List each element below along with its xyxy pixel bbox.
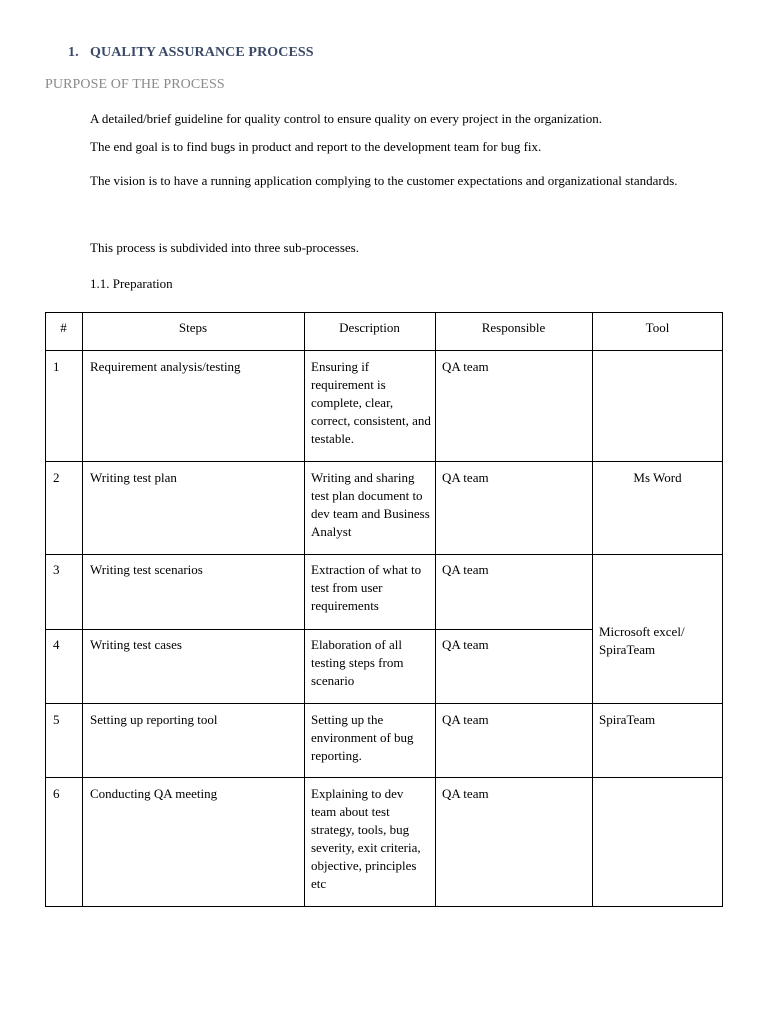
table-col-divider	[435, 312, 436, 907]
subsection-heading: 1.1. Preparation	[90, 276, 173, 291]
table-cell-step: Setting up reporting tool	[90, 712, 218, 727]
table-cell-step: Conducting QA meeting	[90, 786, 218, 801]
table-cell-responsible: QA team	[442, 470, 489, 485]
table-header-number: #	[60, 320, 67, 335]
table-cell-responsible: QA team	[442, 359, 489, 374]
table-cell-step: Writing test plan	[90, 470, 177, 485]
table-header-steps: Steps	[178, 320, 208, 335]
table-cell-number: 4	[53, 637, 60, 652]
table-col-divider	[592, 312, 593, 907]
paragraph-end-goal: The end goal is to find bugs in product and report to the development team for bug fix.	[90, 139, 542, 154]
table-cell-tool: Microsoft excel/ SpiraTeam	[599, 624, 685, 657]
preparation-table	[45, 312, 723, 907]
section-number: 1.	[68, 45, 79, 60]
table-cell-responsible: QA team	[442, 786, 489, 801]
table-row-divider	[45, 350, 723, 351]
table-cell-number: 5	[53, 712, 60, 727]
table-cell-step: Writing test cases	[90, 637, 182, 652]
table-header-tool: Tool	[645, 320, 670, 335]
table-row-divider	[45, 629, 593, 630]
table-cell-description: Setting up the environment of bug reporting.	[311, 712, 414, 763]
table-cell-description: Elaboration of all testing steps from scenario	[311, 637, 404, 688]
table-col-divider	[304, 312, 305, 907]
paragraph-subdivided: This process is subdivided into three sub-processes.	[90, 240, 359, 255]
table-border-left	[45, 312, 46, 907]
table-row-divider	[45, 554, 723, 555]
table-cell-description: Writing and sharing test plan document to dev team and Business Analyst	[311, 470, 430, 539]
table-border-bottom	[45, 906, 723, 907]
table-cell-number: 2	[53, 470, 60, 485]
table-border-top	[45, 312, 723, 313]
section-heading	[68, 45, 314, 61]
section-title: QUALITY ASSURANCE PROCESS	[90, 45, 314, 60]
table-cell-number: 6	[53, 786, 60, 801]
table-cell-step: Writing test scenarios	[90, 562, 203, 577]
purpose-heading: PURPOSE OF THE PROCESS	[45, 77, 225, 92]
table-border-right	[722, 312, 723, 907]
table-cell-number: 1	[53, 359, 60, 374]
paragraph-vision: The vision is to have a running application complying to the customer expectations and organizational standards.	[90, 173, 678, 188]
table-cell-responsible: QA team	[442, 712, 489, 727]
table-col-divider	[82, 312, 83, 907]
table-header-responsible: Responsible	[481, 320, 546, 335]
table-header-description: Description	[339, 320, 400, 335]
table-cell-number: 3	[53, 562, 60, 577]
table-cell-responsible: QA team	[442, 562, 489, 577]
table-cell-description: Ensuring if requirement is complete, clear, correct, consistent, and testable.	[311, 359, 431, 446]
table-row-divider	[45, 703, 723, 704]
table-cell-description: Extraction of what to test from user requirements	[311, 562, 422, 613]
table-cell-responsible: QA team	[442, 637, 489, 652]
table-row-divider	[45, 461, 723, 462]
table-cell-tool: Ms Word	[633, 470, 682, 485]
table-cell-description: Explaining to dev team about test strategy, tools, bug severity, exit criteria, objective, principles etc	[311, 786, 421, 891]
paragraph-guideline: A detailed/brief guideline for quality control to ensure quality on every project in the organization.	[90, 111, 603, 126]
table-cell-step: Requirement analysis/testing	[90, 359, 241, 374]
table-cell-tool: SpiraTeam	[599, 712, 656, 727]
table-row-divider	[45, 777, 723, 778]
